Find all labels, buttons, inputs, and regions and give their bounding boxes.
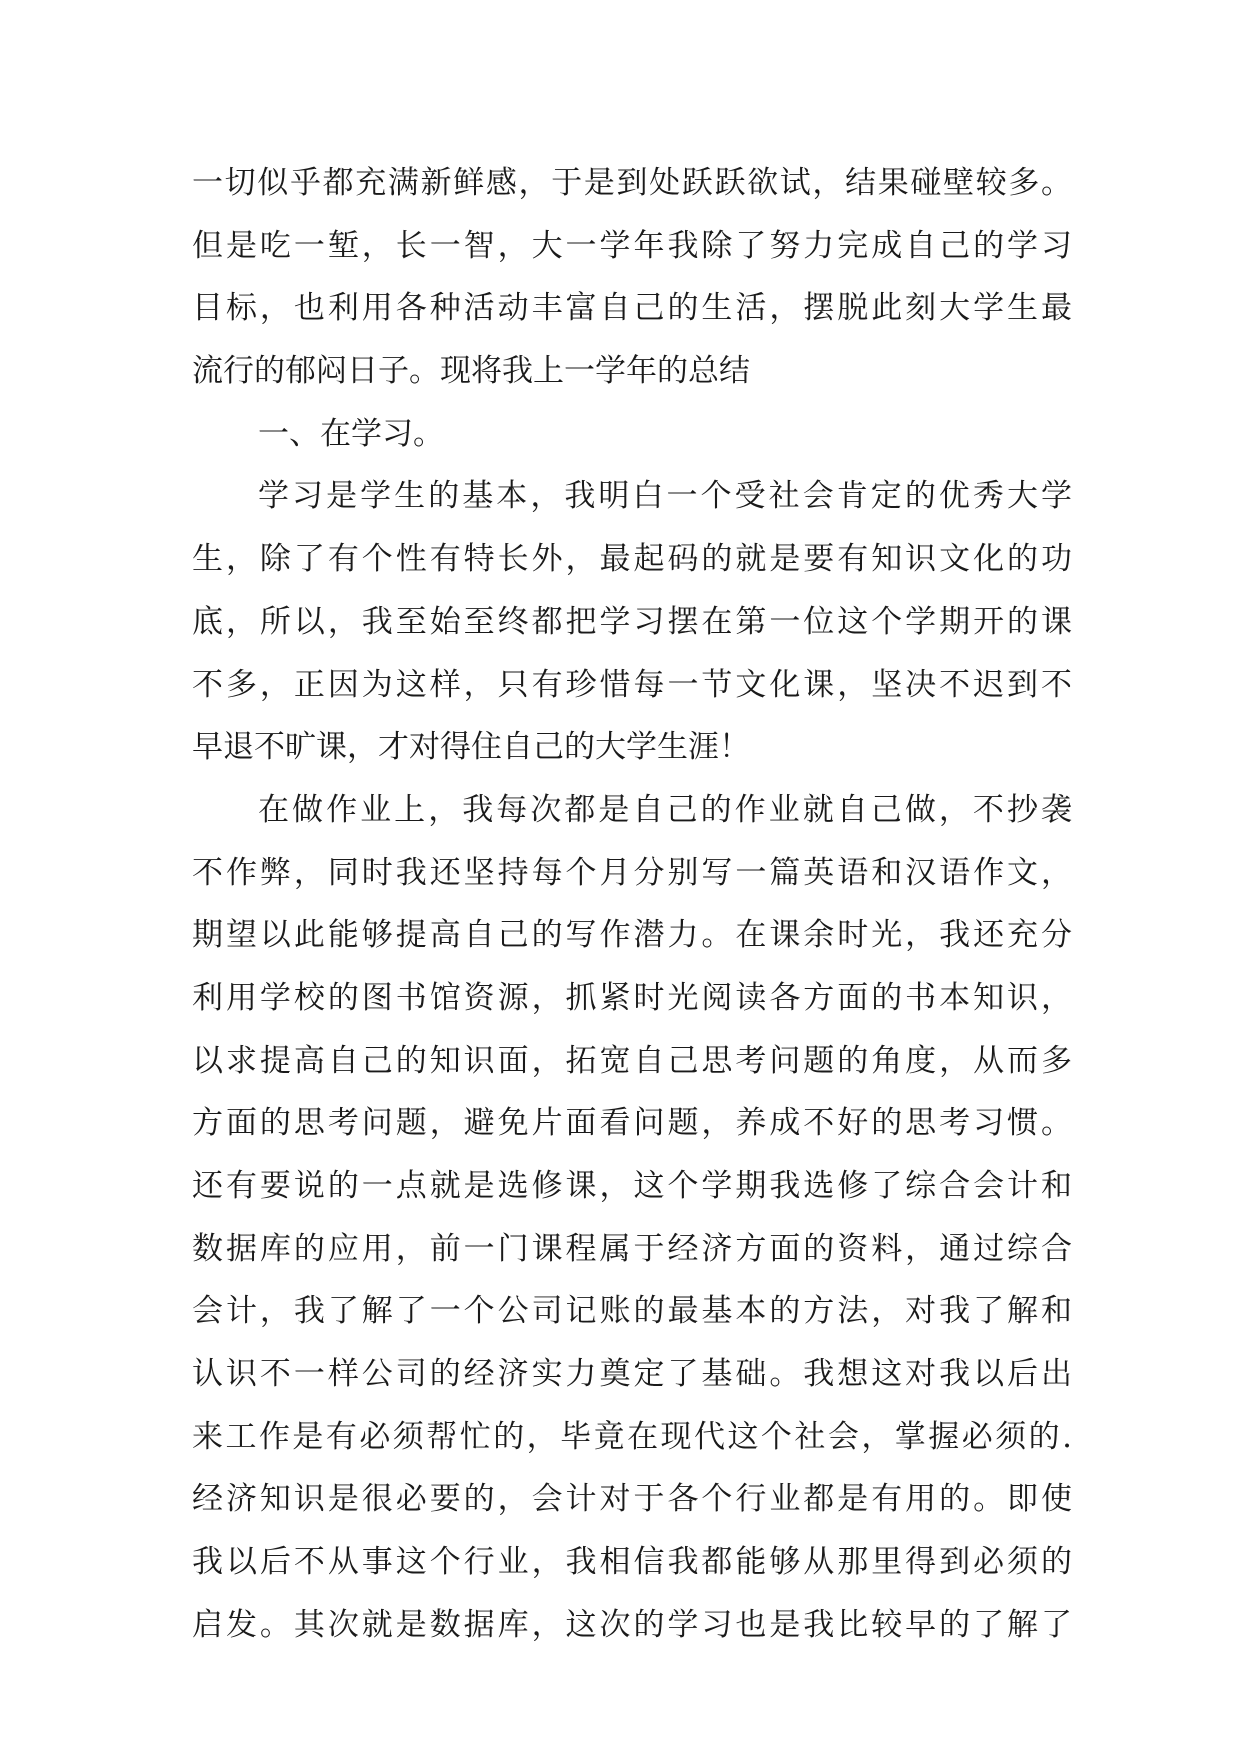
- text-line: 学习是学生的基本，我明白一个受社会肯定的优秀大学: [258, 478, 1072, 515]
- text-line: 启发。其次就是数据库，这次的学习也是我比较早的了解了: [192, 1606, 1072, 1643]
- text-line: 目标，也利用各种活动丰富自己的生活，摆脱此刻大学生最: [192, 290, 1072, 327]
- text-line: 还有要说的一点就是选修课，这个学期我选修了综合会计和: [192, 1168, 1072, 1204]
- text-line: 数据库的应用，前一门课程属于经济方面的资料，通过综合: [192, 1230, 1072, 1267]
- text-line: 一切似乎都充满新鲜感，于是到处跃跃欲试，结果碰壁较多。: [192, 165, 1072, 201]
- text-line: 流行的郁闷日子。现将我上一学年的总结: [192, 353, 750, 390]
- text-line: 生，除了有个性有特长外，最起码的就是要有知识文化的功: [192, 541, 1072, 578]
- text-line: 底，所以，我至始至终都把学习摆在第一位这个学期开的课: [192, 603, 1072, 640]
- text-line: 但是吃一堑，长一智，大一学年我除了努力完成自己的学习: [192, 227, 1072, 264]
- text-line: 方面的思考问题，避免片面看问题，养成不好的思考习惯。: [192, 1105, 1072, 1142]
- text-line: 我以后不从事这个行业，我相信我都能够从那里得到必须的: [192, 1544, 1072, 1581]
- text-line: 不多，正因为这样，只有珍惜每一节文化课，坚决不迟到不: [192, 666, 1072, 703]
- text-line: 认识不一样公司的经济实力奠定了基础。我想这对我以后出: [192, 1356, 1072, 1393]
- text-line: 来工作是有必须帮忙的，毕竟在现代这个社会，掌握必须的.: [192, 1418, 1072, 1455]
- text-line: 利用学校的图书馆资源，抓紧时光阅读各方面的书本知识，: [192, 979, 1072, 1016]
- text-line: 会计，我了解了一个公司记账的最基本的方法，对我了解和: [192, 1293, 1072, 1330]
- document-body: [192, 165, 1072, 1670]
- text-line: 在做作业上，我每次都是自己的作业就自己做，不抄袭: [258, 791, 1072, 828]
- text-line: 不作弊，同时我还坚持每个月分别写一篇英语和汉语作文，: [192, 854, 1072, 891]
- text-line: 以求提高自己的知识面，拓宽自己思考问题的角度，从而多: [192, 1042, 1072, 1079]
- text-line: 早退不旷课，才对得住自己的大学生涯！: [192, 729, 750, 766]
- text-line: 经济知识是很必要的，会计对于各个行业都是有用的。即使: [192, 1481, 1072, 1518]
- text-line: 一、在学习。: [258, 415, 444, 452]
- text-line: 期望以此能够提高自己的写作潜力。在课余时光，我还充分: [192, 917, 1072, 954]
